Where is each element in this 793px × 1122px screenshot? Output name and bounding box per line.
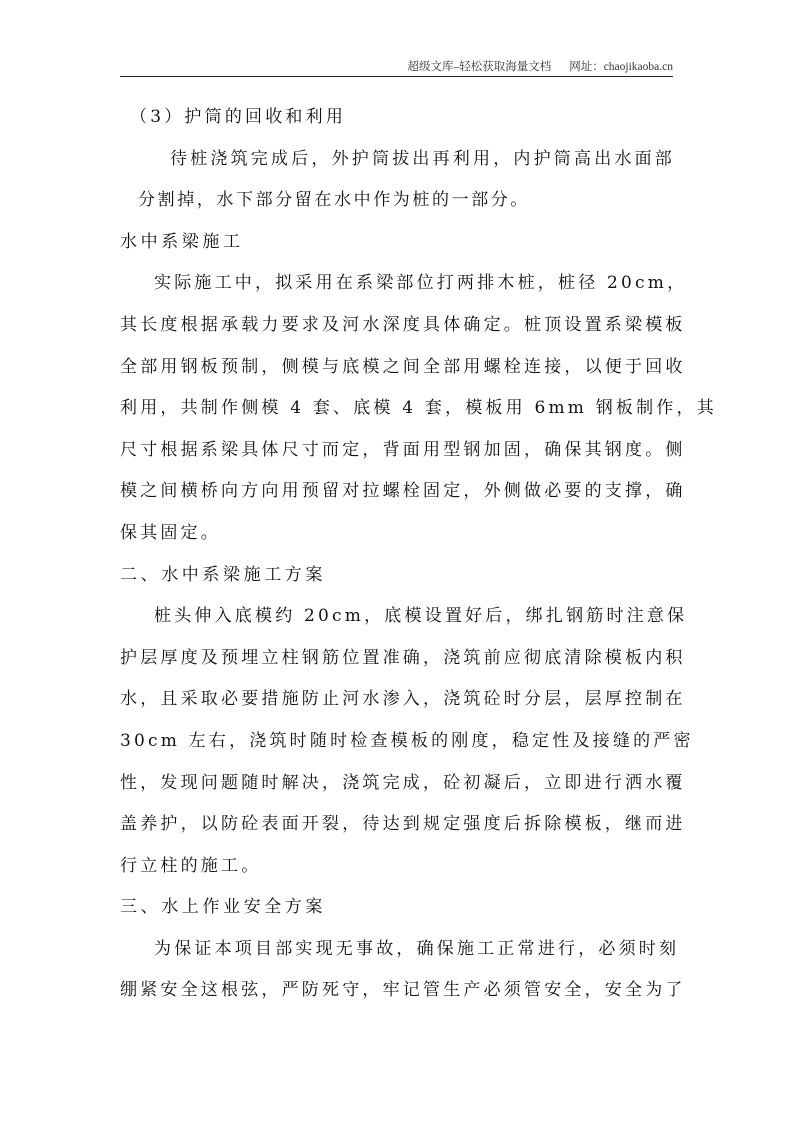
paragraph-line: 利用，共制作侧模 4 套、底模 4 套，模板用 6mm 钢板制作，其 [120,398,717,419]
paragraph-line: 其长度根据承载力要求及河水深度具体确定。桩顶设置系梁模板 [120,314,686,335]
paragraph-line: 盖养护，以防砼表面开裂，待达到规定强度后拆除模板，继而进 [120,814,686,835]
paragraph-line: 绷紧安全这根弦，严防死守，牢记管生产必须管安全，安全为了 [120,980,686,1001]
section-2-heading: 二、水中系梁施工方案 [120,564,326,585]
header-url: chaojikaoba.cn [603,61,673,73]
header-text [407,58,673,74]
paragraph-line: 待桩浇筑完成后，外护筒拔出再利用，内护筒高出水面部 [170,148,675,169]
paragraph-line: 性，发现问题随时解决，浇筑完成，砼初凝后，立即进行洒水覆 [120,772,686,793]
paragraph-line: 模之间横桥向方向用预留对拉螺栓固定，外侧做必要的支撑，确 [120,481,686,502]
section-3-heading: 三、水上作业安全方案 [120,897,326,918]
subheading-casing-recovery: （3）护筒的回收和利用 [130,107,347,127]
paragraph-line: 尺寸根据系梁具体尺寸而定，背面用型钢加固，确保其钢度。侧 [120,439,686,460]
header-url-label: 网址： [569,61,604,73]
heading-underwater-beam: 水中系梁施工 [120,231,244,252]
paragraph-line: 护层厚度及预埋立柱钢筋位置准确，浇筑前应彻底清除模板内积 [120,647,686,668]
paragraph-line: 30cm 左右，浇筑时随时检查模板的刚度，稳定性及接缝的严密 [120,730,694,751]
paragraph-line: 实际施工中，拟采用在系梁部位打两排木桩，桩径 20cm， [154,273,688,294]
paragraph-line: 桩头伸入底模约 20cm，底模设置好后，绑扎钢筋时注意保 [154,606,688,627]
paragraph-line: 水，且采取必要措施防止河水渗入，浇筑砼时分层，层厚控制在 [120,689,686,710]
paragraph-line: 分割掉，水下部分留在水中作为桩的一部分。 [138,190,530,211]
paragraph-line: 保其固定。 [120,522,221,543]
paragraph-line: 为保证本项目部实现无事故，确保施工正常进行，必须时刻 [154,938,680,959]
paragraph-line: 行立柱的施工。 [120,855,262,876]
page-header [120,56,673,77]
header-site-name: 超级文库–轻松获取海量文档 [407,61,552,73]
document-body [120,101,717,1016]
paragraph-line: 全部用钢板预制，侧模与底模之间全部用螺栓连接，以便于回收 [120,356,686,377]
